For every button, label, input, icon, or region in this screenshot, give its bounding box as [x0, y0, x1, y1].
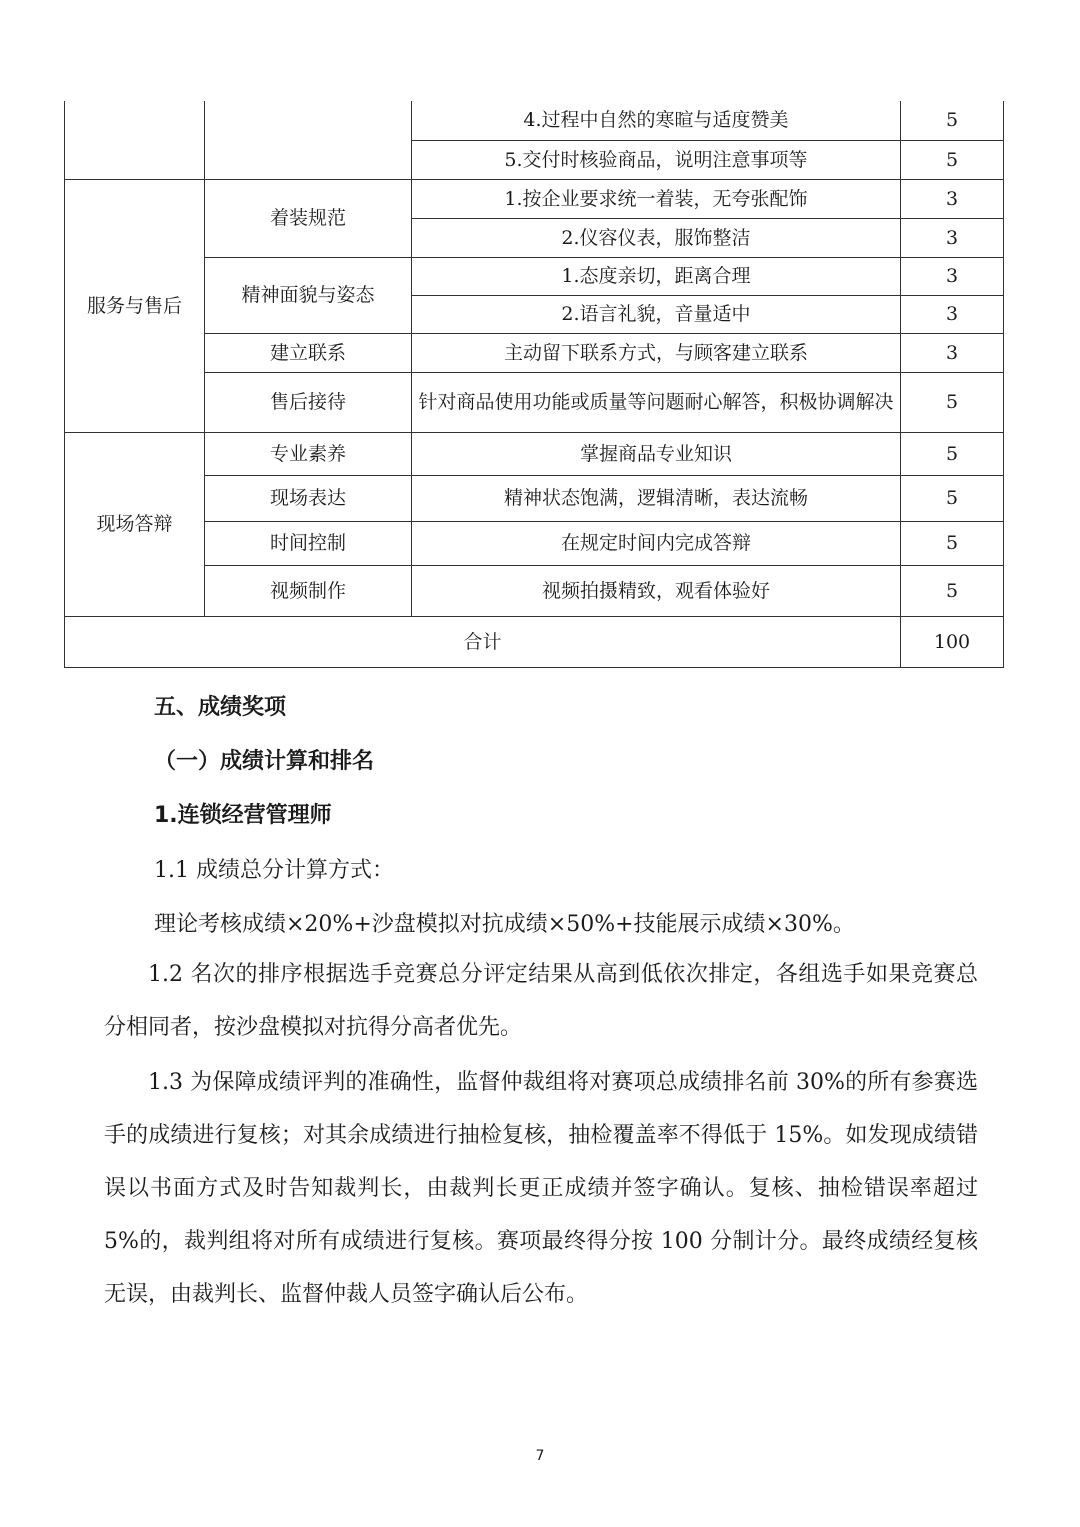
criterion-cell: 针对商品使用功能或质量等问题耐心解答，积极协调解决	[412, 372, 901, 432]
score-cell: 5	[901, 521, 1004, 565]
score-cell: 3	[901, 257, 1004, 295]
score-cell: 5	[901, 565, 1004, 616]
subcategory-cell: 现场表达	[205, 475, 412, 521]
page-number: 7	[535, 1448, 545, 1464]
criterion-cell: 掌握商品专业知识	[412, 432, 901, 475]
item-heading: 1.连锁经营管理师	[154, 803, 332, 828]
subcategory-cell-continued	[205, 101, 412, 179]
criterion-cell: 4.过程中自然的寒暄与适度赞美	[412, 101, 901, 140]
table-row	[65, 179, 1004, 218]
criterion-cell: 1.按企业要求统一着装，无夸张配饰	[412, 179, 901, 218]
paragraph-1-1: 1.1 成绩总分计算方式：	[154, 858, 394, 883]
criterion-cell: 2.语言礼貌，音量适中	[412, 295, 901, 333]
score-cell: 3	[901, 218, 1004, 257]
table-row	[65, 257, 1004, 295]
criterion-cell: 主动留下联系方式，与顾客建立联系	[412, 333, 901, 372]
score-cell: 5	[901, 372, 1004, 432]
table-row	[65, 521, 1004, 565]
table-row	[65, 333, 1004, 372]
total-score: 100	[901, 616, 1004, 667]
subcategory-cell: 专业素养	[205, 432, 412, 475]
criterion-cell: 5.交付时核验商品，说明注意事项等	[412, 140, 901, 179]
score-cell: 3	[901, 179, 1004, 218]
paragraph-1-2: 1.2 名次的排序根据选手竞赛总分评定结果从高到低依次排定，各组选手如果竞赛总分相同者，按沙盘模拟对抗得分高者优先。	[104, 962, 978, 1040]
score-cell: 5	[901, 432, 1004, 475]
subcategory-cell: 精神面貌与姿态	[205, 257, 412, 333]
subsection-heading: （一）成绩计算和排名	[154, 749, 375, 774]
criterion-cell: 在规定时间内完成答辩	[412, 521, 901, 565]
criterion-cell: 1.态度亲切，距离合理	[412, 257, 901, 295]
criterion-cell: 精神状态饱满，逻辑清晰，表达流畅	[412, 475, 901, 521]
category-cell: 服务与售后	[65, 179, 205, 432]
score-cell: 5	[901, 101, 1004, 140]
score-cell: 5	[901, 140, 1004, 179]
table-row	[65, 565, 1004, 616]
section-heading: 五、成绩奖项	[154, 695, 287, 720]
paragraph-1-3: 1.3 为保障成绩评判的准确性，监督仲裁组将对赛项总成绩排名前 30%的所有参赛选手的成绩进行复核；对其余成绩进行抽检复核，抽检覆盖率不得低于 15%。如发现成绩错误以书面方式及时告知裁判长，由裁判长更正成绩并签字确认。复核、抽检错误率超过 5%的，裁判组将对所有成绩进行复核。赛项最终得分按 100 分制计分。最终成绩经复核无误，由裁判长、监督仲裁人员签字确认后公布。	[104, 1070, 978, 1307]
table-total-row	[65, 616, 1004, 667]
score-cell: 3	[901, 333, 1004, 372]
subcategory-cell: 时间控制	[205, 521, 412, 565]
subcategory-cell: 视频制作	[205, 565, 412, 616]
category-cell: 现场答辩	[65, 432, 205, 616]
criterion-cell: 2.仪容仪表，服饰整洁	[412, 218, 901, 257]
scoring-table	[64, 101, 1004, 668]
subcategory-cell: 着装规范	[205, 179, 412, 257]
score-cell: 5	[901, 475, 1004, 521]
table-row	[65, 101, 1004, 140]
total-label: 合计	[65, 616, 901, 667]
table-row	[65, 432, 1004, 475]
criterion-cell: 视频拍摄精致，观看体验好	[412, 565, 901, 616]
subcategory-cell: 售后接待	[205, 372, 412, 432]
formula-line: 理论考核成绩×20%+沙盘模拟对抗成绩×50%+技能展示成绩×30%。	[154, 912, 855, 937]
table-row	[65, 372, 1004, 432]
table-row	[65, 475, 1004, 521]
category-cell-continued	[65, 101, 205, 179]
subcategory-cell: 建立联系	[205, 333, 412, 372]
score-cell: 3	[901, 295, 1004, 333]
